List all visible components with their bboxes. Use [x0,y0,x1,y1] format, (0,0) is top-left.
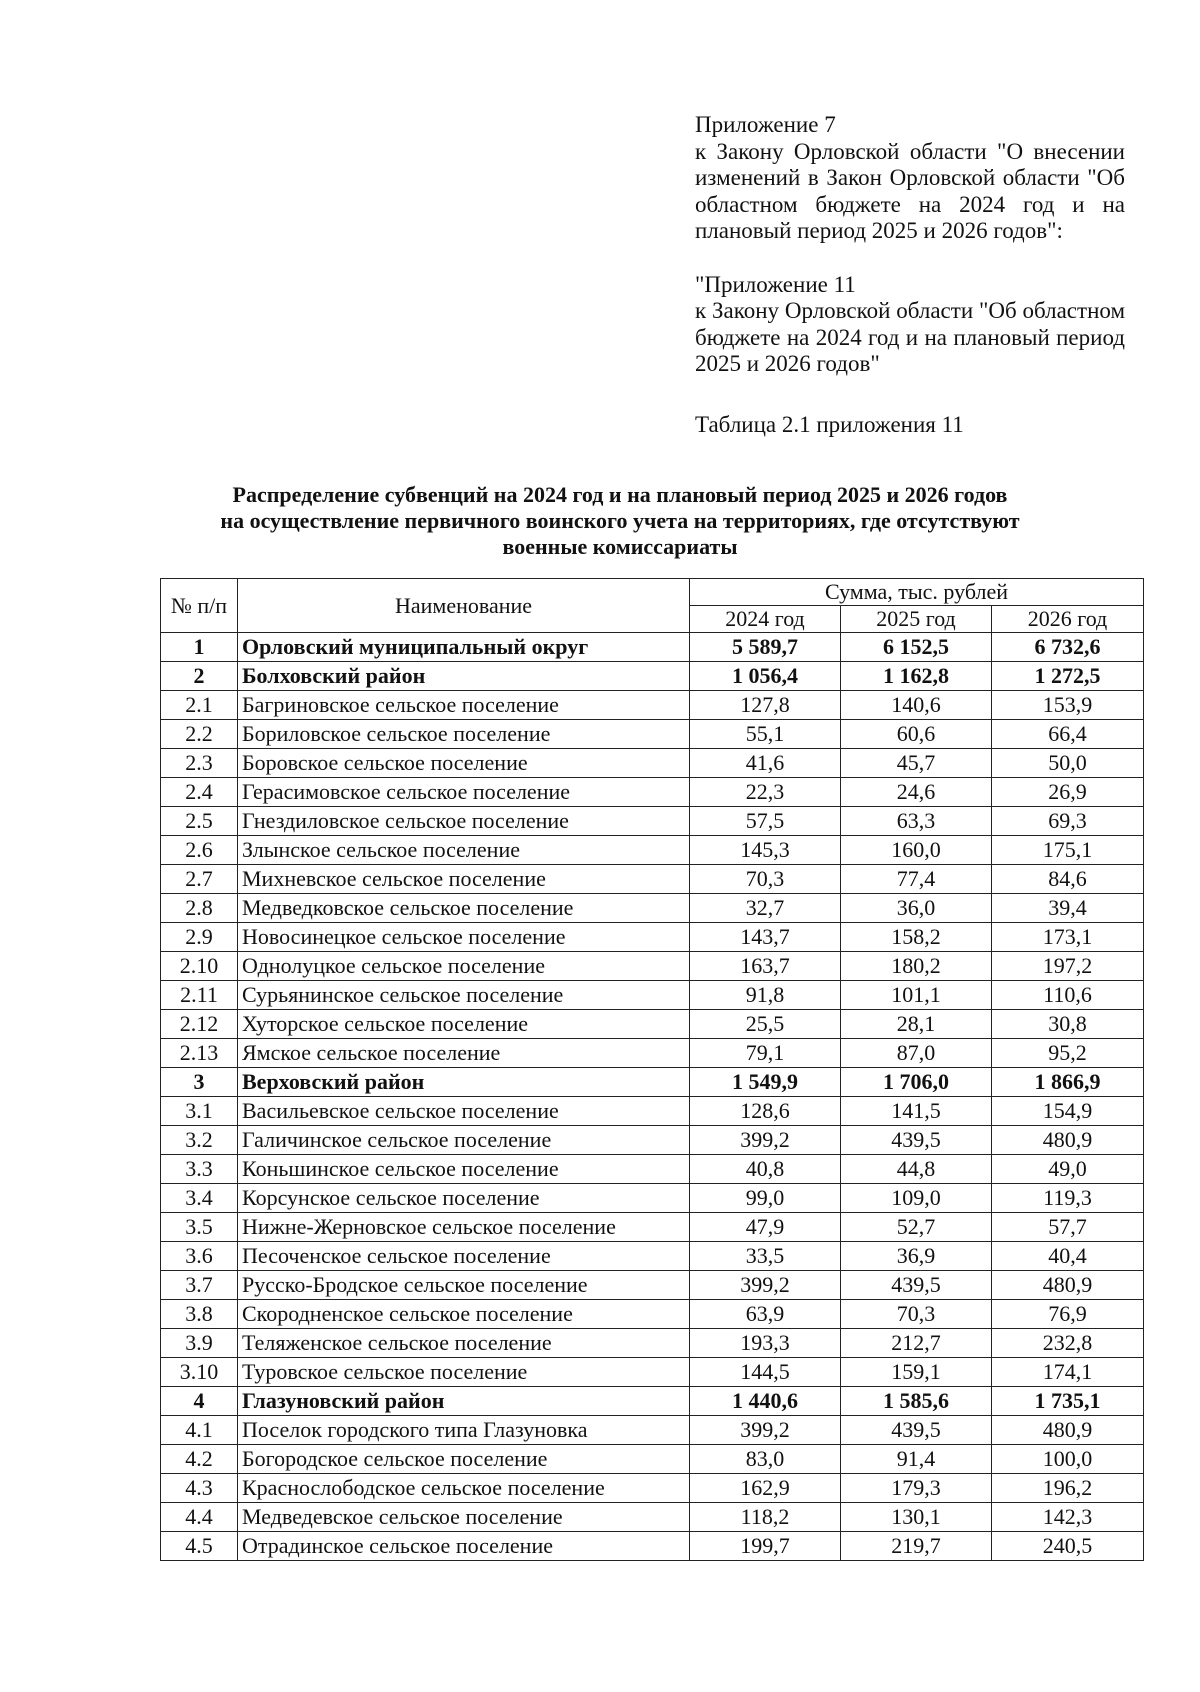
value-2024-cell: 41,6 [690,749,841,778]
row-name-cell: Сурьянинское сельское поселение [238,981,690,1010]
table-row [161,1097,1144,1126]
header-2026: 2026 год [992,606,1144,633]
value-2026-cell: 26,9 [992,778,1144,807]
value-2025-cell: 91,4 [841,1445,992,1474]
row-number-cell: 2.10 [161,952,238,981]
value-2024-cell: 199,7 [690,1532,841,1561]
value-2024-cell: 70,3 [690,865,841,894]
header-2024: 2024 год [690,606,841,633]
header-name: Наименование [238,579,690,633]
value-2025-cell: 52,7 [841,1213,992,1242]
table-row [161,1358,1144,1387]
row-name-cell: Коньшинское сельское поселение [238,1155,690,1184]
row-number-cell: 3.8 [161,1300,238,1329]
row-number-cell: 4 [161,1387,238,1416]
value-2026-cell: 153,9 [992,691,1144,720]
row-number-cell: 3.4 [161,1184,238,1213]
row-name-cell: Скородненское сельское поселение [238,1300,690,1329]
value-2024-cell: 145,3 [690,836,841,865]
row-number-cell: 3.3 [161,1155,238,1184]
value-2025-cell: 158,2 [841,923,992,952]
row-name-cell: Болховский район [238,662,690,691]
value-2026-cell: 240,5 [992,1532,1144,1561]
value-2024-cell: 128,6 [690,1097,841,1126]
preamble [695,112,1125,438]
table-row [161,1068,1144,1097]
value-2025-cell: 60,6 [841,720,992,749]
annex-title: Приложение 7 [695,112,836,137]
title-line-1: Распределение субвенций на 2024 год и на плановый период 2025 и 2026 годов [232,482,1008,507]
value-2026-cell: 76,9 [992,1300,1144,1329]
value-2024-cell: 55,1 [690,720,841,749]
value-2025-cell: 141,5 [841,1097,992,1126]
row-number-cell: 4.1 [161,1416,238,1445]
value-2026-cell: 69,3 [992,807,1144,836]
value-2025-cell: 160,0 [841,836,992,865]
value-2025-cell: 77,4 [841,865,992,894]
value-2024-cell: 63,9 [690,1300,841,1329]
value-2026-cell: 480,9 [992,1416,1144,1445]
subsidy-table [160,578,1144,1561]
row-name-cell: Галичинское сельское поселение [238,1126,690,1155]
value-2026-cell: 197,2 [992,952,1144,981]
row-number-cell: 3.1 [161,1097,238,1126]
value-2024-cell: 143,7 [690,923,841,952]
value-2026-cell: 95,2 [992,1039,1144,1068]
row-number-cell: 4.2 [161,1445,238,1474]
row-name-cell: Бориловское сельское поселение [238,720,690,749]
value-2024-cell: 83,0 [690,1445,841,1474]
row-name-cell: Верховский район [238,1068,690,1097]
row-name-cell: Орловский муниципальный округ [238,633,690,662]
value-2026-cell: 1 272,5 [992,662,1144,691]
row-number-cell: 3.2 [161,1126,238,1155]
row-number-cell: 2.1 [161,691,238,720]
row-name-cell: Боровское сельское поселение [238,749,690,778]
value-2025-cell: 109,0 [841,1184,992,1213]
row-number-cell: 3 [161,1068,238,1097]
value-2025-cell: 439,5 [841,1126,992,1155]
value-2024-cell: 399,2 [690,1271,841,1300]
value-2026-cell: 57,7 [992,1213,1144,1242]
value-2024-cell: 57,5 [690,807,841,836]
value-2025-cell: 28,1 [841,1010,992,1039]
row-name-cell: Краснослободское сельское поселение [238,1474,690,1503]
value-2024-cell: 144,5 [690,1358,841,1387]
row-name-cell: Багриновское сельское поселение [238,691,690,720]
row-name-cell: Песоченское сельское поселение [238,1242,690,1271]
row-name-cell: Нижне-Жерновское сельское поселение [238,1213,690,1242]
table-row [161,894,1144,923]
row-number-cell: 4.5 [161,1532,238,1561]
value-2026-cell: 30,8 [992,1010,1144,1039]
value-2026-cell: 480,9 [992,1126,1144,1155]
value-2025-cell: 130,1 [841,1503,992,1532]
table-row [161,662,1144,691]
table-row [161,1155,1144,1184]
value-2026-cell: 232,8 [992,1329,1144,1358]
value-2025-cell: 140,6 [841,691,992,720]
value-2026-cell: 175,1 [992,836,1144,865]
row-number-cell: 2.11 [161,981,238,1010]
value-2025-cell: 44,8 [841,1155,992,1184]
value-2024-cell: 127,8 [690,691,841,720]
row-number-cell: 3.9 [161,1329,238,1358]
value-2024-cell: 47,9 [690,1213,841,1242]
table-row [161,1503,1144,1532]
table-row [161,1445,1144,1474]
value-2025-cell: 70,3 [841,1300,992,1329]
value-2026-cell: 154,9 [992,1097,1144,1126]
table-row [161,923,1144,952]
value-2025-cell: 219,7 [841,1532,992,1561]
value-2026-cell: 49,0 [992,1155,1144,1184]
value-2024-cell: 118,2 [690,1503,841,1532]
value-2024-cell: 193,3 [690,1329,841,1358]
value-2024-cell: 399,2 [690,1416,841,1445]
value-2024-cell: 1 549,9 [690,1068,841,1097]
row-number-cell: 3.7 [161,1271,238,1300]
value-2025-cell: 159,1 [841,1358,992,1387]
value-2025-cell: 87,0 [841,1039,992,1068]
table-row [161,952,1144,981]
value-2026-cell: 119,3 [992,1184,1144,1213]
table-row [161,1387,1144,1416]
table-row [161,981,1144,1010]
row-name-cell: Герасимовское сельское поселение [238,778,690,807]
row-name-cell: Отрадинское сельское поселение [238,1532,690,1561]
row-number-cell: 1 [161,633,238,662]
row-number-cell: 2.12 [161,1010,238,1039]
value-2024-cell: 163,7 [690,952,841,981]
row-number-cell: 2.3 [161,749,238,778]
value-2024-cell: 33,5 [690,1242,841,1271]
value-2025-cell: 180,2 [841,952,992,981]
value-2025-cell: 36,0 [841,894,992,923]
value-2024-cell: 32,7 [690,894,841,923]
quoted-annex-title: "Приложение 11 [695,271,856,297]
table-row [161,633,1144,662]
value-2025-cell: 45,7 [841,749,992,778]
row-name-cell: Богородское сельское поселение [238,1445,690,1474]
table-row [161,1039,1144,1068]
quoted-annex-text: к Закону Орловской области "Об областном бюджете на 2024 год и на плановый период 2025 и 2026 годов" [695,298,1125,376]
row-name-cell: Поселок городского типа Глазуновка [238,1416,690,1445]
row-name-cell: Медведковское сельское поселение [238,894,690,923]
value-2024-cell: 1 440,6 [690,1387,841,1416]
document-title [150,482,1090,560]
row-name-cell: Михневское сельское поселение [238,865,690,894]
row-name-cell: Корсунское сельское поселение [238,1184,690,1213]
row-name-cell: Медведевское сельское поселение [238,1503,690,1532]
value-2026-cell: 110,6 [992,981,1144,1010]
table-body [161,633,1144,1561]
value-2026-cell: 196,2 [992,1474,1144,1503]
value-2026-cell: 1 735,1 [992,1387,1144,1416]
table-row [161,691,1144,720]
value-2025-cell: 439,5 [841,1271,992,1300]
table-row [161,807,1144,836]
value-2026-cell: 84,6 [992,865,1144,894]
row-number-cell: 2.2 [161,720,238,749]
value-2024-cell: 1 056,4 [690,662,841,691]
value-2025-cell: 439,5 [841,1416,992,1445]
value-2025-cell: 6 152,5 [841,633,992,662]
value-2026-cell: 100,0 [992,1445,1144,1474]
table-row [161,1532,1144,1561]
header-num: № п/п [161,579,238,633]
row-name-cell: Хуторское сельское поселение [238,1010,690,1039]
row-name-cell: Гнездиловское сельское поселение [238,807,690,836]
header-2025: 2025 год [841,606,992,633]
value-2026-cell: 173,1 [992,923,1144,952]
value-2026-cell: 142,3 [992,1503,1144,1532]
title-line-3: военные комиссариаты [502,534,738,559]
table-row [161,865,1144,894]
table-row [161,1329,1144,1358]
table-row [161,749,1144,778]
value-2024-cell: 399,2 [690,1126,841,1155]
row-name-cell: Ямское сельское поселение [238,1039,690,1068]
table-row [161,1184,1144,1213]
value-2025-cell: 1 162,8 [841,662,992,691]
row-number-cell: 2.5 [161,807,238,836]
row-number-cell: 3.6 [161,1242,238,1271]
table-row [161,720,1144,749]
annex-text: к Закону Орловской области "О внесении изменений в Закон Орловской области "Об областном бюджете на 2024 год и на плановый период 2025 и 2026 годов": [695,138,1125,243]
table-row [161,1271,1144,1300]
table-row [161,1213,1144,1242]
table-reference: Таблица 2.1 приложения 11 [695,411,964,437]
value-2025-cell: 212,7 [841,1329,992,1358]
value-2025-cell: 36,9 [841,1242,992,1271]
value-2025-cell: 101,1 [841,981,992,1010]
value-2026-cell: 174,1 [992,1358,1144,1387]
row-name-cell: Глазуновский район [238,1387,690,1416]
value-2025-cell: 179,3 [841,1474,992,1503]
table-row [161,1300,1144,1329]
row-name-cell: Злынское сельское поселение [238,836,690,865]
value-2024-cell: 91,8 [690,981,841,1010]
value-2024-cell: 40,8 [690,1155,841,1184]
row-number-cell: 2.8 [161,894,238,923]
row-name-cell: Васильевское сельское поселение [238,1097,690,1126]
row-number-cell: 3.5 [161,1213,238,1242]
value-2026-cell: 39,4 [992,894,1144,923]
row-name-cell: Туровское сельское поселение [238,1358,690,1387]
row-name-cell: Русско-Бродское сельское поселение [238,1271,690,1300]
title-line-2: на осуществление первичного воинского учета на территориях, где отсутствуют [220,508,1020,533]
value-2025-cell: 63,3 [841,807,992,836]
value-2025-cell: 1 706,0 [841,1068,992,1097]
row-name-cell: Однолуцкое сельское поселение [238,952,690,981]
row-number-cell: 2.7 [161,865,238,894]
value-2026-cell: 480,9 [992,1271,1144,1300]
value-2025-cell: 1 585,6 [841,1387,992,1416]
row-number-cell: 2.6 [161,836,238,865]
row-number-cell: 2.13 [161,1039,238,1068]
header-sum: Сумма, тыс. рублей [690,579,1144,606]
table-row [161,1474,1144,1503]
table-row [161,1010,1144,1039]
value-2026-cell: 1 866,9 [992,1068,1144,1097]
value-2024-cell: 99,0 [690,1184,841,1213]
row-name-cell: Теляженское сельское поселение [238,1329,690,1358]
row-number-cell: 2.9 [161,923,238,952]
row-number-cell: 4.3 [161,1474,238,1503]
row-number-cell: 2.4 [161,778,238,807]
table-row [161,1416,1144,1445]
value-2025-cell: 24,6 [841,778,992,807]
value-2024-cell: 25,5 [690,1010,841,1039]
value-2024-cell: 162,9 [690,1474,841,1503]
row-name-cell: Новосинецкое сельское поселение [238,923,690,952]
value-2024-cell: 79,1 [690,1039,841,1068]
row-number-cell: 4.4 [161,1503,238,1532]
value-2024-cell: 5 589,7 [690,633,841,662]
row-number-cell: 3.10 [161,1358,238,1387]
value-2026-cell: 66,4 [992,720,1144,749]
table-row [161,778,1144,807]
value-2026-cell: 40,4 [992,1242,1144,1271]
table-row [161,836,1144,865]
row-number-cell: 2 [161,662,238,691]
table-row [161,1242,1144,1271]
value-2026-cell: 6 732,6 [992,633,1144,662]
value-2026-cell: 50,0 [992,749,1144,778]
table-row [161,1126,1144,1155]
value-2024-cell: 22,3 [690,778,841,807]
